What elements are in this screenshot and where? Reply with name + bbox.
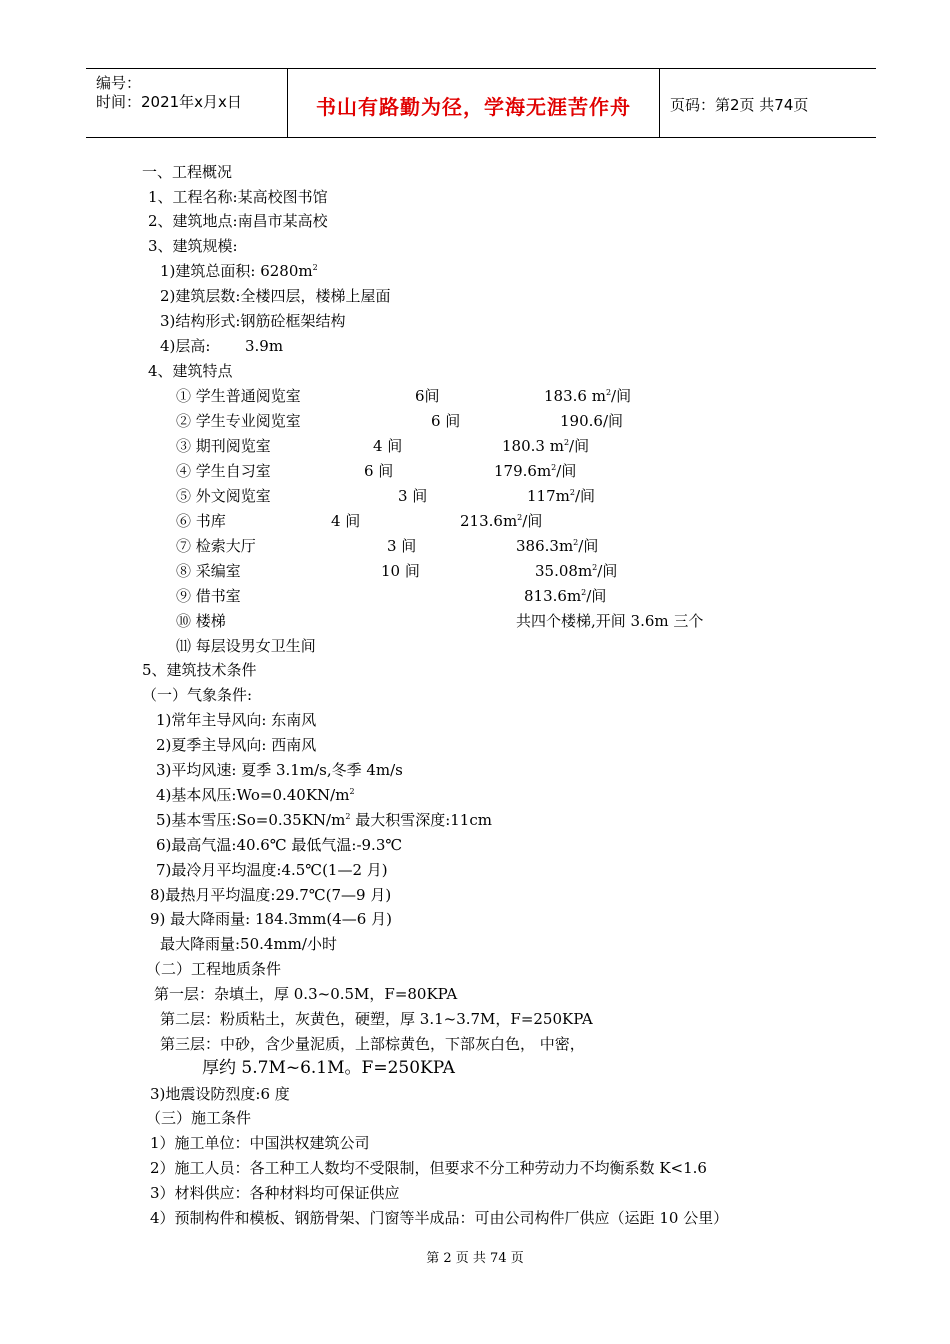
room-size: 190.6/间 [560, 412, 623, 430]
room-size: 183.6 $m^2/$间 [544, 387, 632, 405]
construction-title: （三）施工条件 [146, 1109, 252, 1127]
room-name: ③ 期刊阅览室 [176, 437, 271, 455]
weather-item: 4)基本风压$:Wo=0.40KN/m^2$ [156, 786, 355, 804]
weather-item: 6)最高气温:40.6℃ 最低气温:-9.3℃ [156, 836, 403, 854]
weather-item: 5)基本雪压$:So=0.35KN/m^2$ 最大积雪深度:11cm [156, 811, 492, 829]
construction-item: 2）施工人员：各工种工人数均不受限制，但要求不分工种劳动力不均衡系数 K<1.6 [150, 1159, 707, 1177]
room-size: $117m^2/$间 [527, 487, 596, 505]
structure-type: 3)结构形式:钢筋砼框架结构 [160, 312, 346, 330]
motto: 书山有路勤为径，学海无涯苦作舟 [316, 95, 631, 119]
room-name: ⑨ 借书室 [176, 587, 241, 605]
header-motto-cell [288, 69, 660, 137]
header-page-cell [660, 69, 876, 137]
room-name: ⑥ 书库 [176, 512, 226, 530]
room-name: ⑩ 楼梯 [176, 612, 226, 630]
weather-item: 2)夏季主导风向: 西南风 [156, 736, 317, 754]
date-line: 时间：2021年x月x日 [96, 93, 242, 111]
weather-item: 1)常年主导风向: 东南风 [156, 711, 317, 729]
weather-item: 9) 最大降雨量: 184.3mm(4—6 月) [150, 910, 392, 928]
weather-item: 7)最冷月平均温度:4.5℃(1—2 月) [156, 861, 388, 879]
room-size: $813.6m^2/$间 [524, 587, 607, 605]
project-name: 1、工程名称:某高校图书馆 [148, 188, 328, 206]
geology-title: （二）工程地质条件 [146, 960, 282, 978]
weather-item: 最大降雨量:50.4mm/小时 [160, 935, 337, 953]
room-note: ⑾ 每层设男女卫生间 [176, 637, 316, 655]
weather-item: 8)最热月平均温度:29.7℃(7—9 月) [150, 886, 392, 904]
page-header [86, 68, 876, 138]
room-name: ② 学生专业阅览室 [176, 412, 301, 430]
room-count: 3 间 [398, 487, 428, 505]
construction-item: 4）预制构件和模板、钢筋骨架、门窗等半成品：可由公司构件厂供应（运距 10 公里） [150, 1209, 729, 1227]
room-name: ① 学生普通阅览室 [176, 387, 301, 405]
room-size: $35.08m^2/$间 [535, 562, 618, 580]
geology-item: 3)地震设防烈度:6 度 [150, 1085, 290, 1103]
tech-title: 5、建筑技术条件 [142, 661, 257, 679]
project-location: 2、建筑地点:南昌市某高校 [148, 212, 328, 230]
geology-item: 第一层：杂填土，厚 0.3~0.5M，F=80KPA [154, 985, 458, 1003]
geology-item: 厚约 5.7M~6.1M。F=250KPA [202, 1058, 455, 1078]
floor-count: 2)建筑层数:全楼四层，楼梯上屋面 [160, 287, 391, 305]
room-count: 4 间 [373, 437, 403, 455]
scale-title: 3、建筑规模: [148, 237, 238, 255]
room-size: $386.3m^2/$间 [516, 537, 599, 555]
room-count: 6间 [415, 387, 440, 405]
weather-title: （一）气象条件: [142, 686, 253, 704]
room-count: 6 间 [364, 462, 394, 480]
room-name: ⑤ 外文阅览室 [176, 487, 271, 505]
page-number: 页码：第2页 共74页 [670, 96, 809, 114]
room-size: $213.6m^2/$间 [460, 512, 543, 530]
weather-item: 3)平均风速: 夏季 3.1m/s,冬季 4m/s [156, 761, 403, 779]
total-area: 1)建筑总面积: $6280m^2$ [160, 262, 318, 280]
room-name: ⑦ 检索大厅 [176, 537, 256, 555]
features-title: 4、建筑特点 [148, 362, 233, 380]
room-count: 4 间 [331, 512, 361, 530]
room-name: ④ 学生自习室 [176, 462, 271, 480]
geology-item: 第三层：中砂，含少量泥质，上部棕黄色，下部灰白色， 中密， [160, 1035, 585, 1053]
room-size: 共四个楼梯,开间 3.6m 三个 [516, 612, 704, 630]
room-count: 10 间 [381, 562, 420, 580]
room-count: 3 间 [387, 537, 417, 555]
room-size: $179.6m^2/$间 [494, 462, 577, 480]
room-name: ⑧ 采编室 [176, 562, 241, 580]
section-title: 一、工程概况 [142, 163, 233, 181]
construction-item: 1）施工单位：中国洪权建筑公司 [150, 1134, 370, 1152]
construction-item: 3）材料供应：各种材料均可保证供应 [150, 1184, 400, 1202]
geology-item: 第二层：粉质粘土，灰黄色，硬塑，厚 3.1~3.7M，F=250KPA [160, 1010, 593, 1028]
room-count: 6 间 [431, 412, 461, 430]
page-footer: 第 2 页 共 74 页 [426, 1251, 524, 1266]
serial-number-label: 编号： [96, 74, 142, 92]
floor-height: 4)层高: 3.9m [160, 337, 284, 355]
header-info-cell [86, 69, 288, 137]
room-size: 180.3 $m^2/$间 [502, 437, 590, 455]
